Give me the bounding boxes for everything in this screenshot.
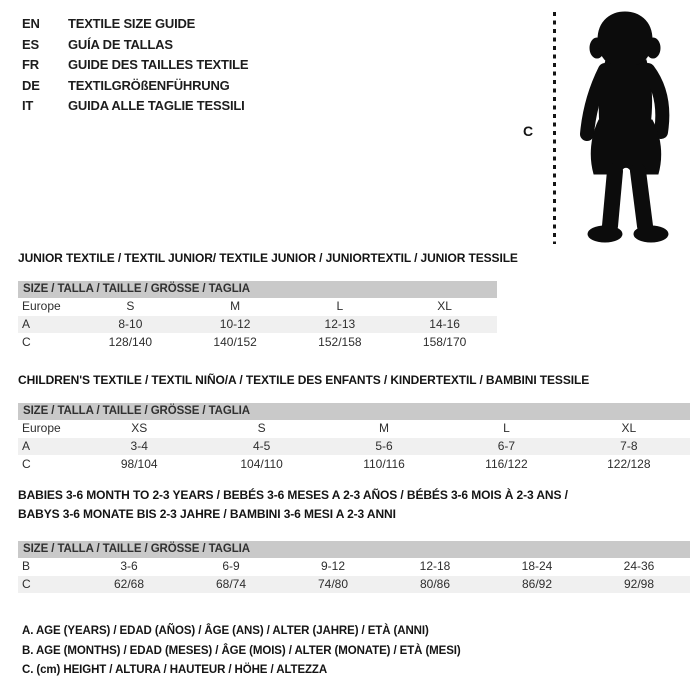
size-cell: 152/158	[318, 335, 362, 349]
size-cell: 62/68	[113, 577, 145, 591]
junior-textile-section	[18, 250, 518, 352]
size-cell: 140/152	[213, 335, 257, 349]
size-cell: 128/140	[108, 335, 153, 349]
baby-silhouette-icon	[560, 6, 694, 248]
size-cell: XS	[131, 421, 148, 435]
size-cell: 14-16	[429, 317, 460, 331]
size-header-bar: SIZE / TALLA / TAILLE / GRÖSSE / TAGLIA	[18, 541, 690, 558]
size-cell: 86/92	[521, 577, 553, 591]
table-title	[18, 250, 518, 266]
size-cell: 18-24	[521, 559, 553, 573]
language-row	[22, 14, 248, 35]
babies-textile-section	[18, 486, 690, 594]
table-title	[18, 372, 690, 388]
footnotes	[22, 622, 461, 681]
language-label: GUIDA ALLE TAGLIE TESSILI	[68, 98, 245, 114]
row-label: A	[22, 317, 31, 331]
language-label: TEXTILE SIZE GUIDE	[68, 16, 196, 31]
row-label: C	[22, 335, 31, 349]
size-cell: 80/86	[419, 577, 451, 591]
size-cell: 3-4	[130, 439, 148, 453]
table-title-line: JUNIOR TEXTILE / TEXTIL JUNIOR/ TEXTILE JUNIOR / JUNIORTEXTIL / JUNIOR TESSILE	[18, 251, 518, 265]
size-cell: L	[336, 299, 344, 313]
size-cell: 10-12	[219, 317, 251, 331]
language-code: FR	[22, 57, 39, 73]
size-cell: 9-12	[320, 559, 346, 573]
footnote-a: A. AGE (YEARS) / EDAD (AÑOS) / ÂGE (ANS) / ALTER (JAHRE) / ETÀ (ANNI)	[22, 625, 429, 637]
table-rows	[18, 558, 690, 594]
size-cell: 7-8	[620, 439, 638, 453]
size-cell: 24-36	[623, 559, 655, 573]
size-cell: 4-5	[252, 439, 271, 453]
language-code: DE	[22, 77, 40, 93]
language-label: TEXTILGRÖßENFÜHRUNG	[68, 77, 230, 93]
size-cell: 8-10	[118, 317, 143, 331]
row-label: Europe	[22, 421, 61, 435]
size-cell: 122/128	[607, 457, 651, 471]
size-table-row	[18, 576, 690, 594]
row-label: B	[22, 559, 31, 573]
size-cell: 98/104	[120, 457, 158, 471]
row-label: C	[22, 577, 31, 591]
language-row	[22, 96, 248, 117]
size-cell: 6-7	[497, 439, 516, 453]
language-row	[22, 55, 248, 76]
footnote-b: B. AGE (MONTHS) / EDAD (MESES) / ÂGE (MOIS) / ALTER (MONATE) / ETÀ (MESI)	[22, 644, 461, 657]
table-title-line: CHILDREN'S TEXTILE / TEXTIL NIÑO/A / TEXTILE DES ENFANTS / KINDERTEXTIL / BAMBINI TESSILE	[18, 373, 590, 387]
footnote-c: C. (cm) HEIGHT / ALTURA / HAUTEUR / HÖHE / ALTEZZA	[22, 664, 328, 676]
row-label: A	[22, 439, 31, 453]
size-cell: 92/98	[623, 577, 655, 591]
size-cell: 158/170	[422, 335, 467, 349]
size-cell: 68/74	[215, 577, 247, 591]
language-row	[22, 76, 248, 97]
language-row	[22, 35, 248, 56]
size-table-row	[18, 456, 690, 474]
size-table-row	[18, 334, 497, 352]
size-cell: 3-6	[120, 559, 138, 573]
table-title-line: BABIES 3-6 MONTH TO 2-3 YEARS / BEBÉS 3-6 MESES A 2-3 AÑOS / BÉBÉS 3-6 MOIS À 2-3 ANS /	[18, 488, 568, 502]
row-label: Europe	[22, 299, 61, 313]
size-table-row	[18, 438, 690, 456]
size-cell: 110/116	[363, 457, 405, 471]
row-label: C	[22, 457, 31, 471]
size-table-row	[18, 298, 497, 316]
language-code: IT	[22, 98, 34, 114]
language-list	[22, 14, 248, 117]
table-rows	[18, 298, 497, 352]
language-code: EN	[22, 16, 40, 31]
size-cell: 74/80	[317, 577, 349, 591]
size-cell: XL	[437, 299, 452, 313]
size-cell: S	[257, 421, 266, 435]
childrens-textile-section	[18, 372, 690, 474]
size-table-row	[18, 316, 497, 334]
language-label: GUÍA DE TALLAS	[68, 36, 173, 52]
height-measure-line	[553, 12, 556, 244]
size-table-row	[18, 558, 690, 576]
size-cell: M	[230, 299, 241, 313]
size-cell: M	[379, 421, 390, 435]
table-title	[18, 486, 690, 524]
table-rows	[18, 420, 690, 474]
size-cell: 5-6	[375, 439, 393, 453]
size-cell: XL	[621, 421, 637, 435]
size-cell: 104/110	[240, 457, 283, 471]
height-measure-label: C	[523, 123, 534, 139]
size-cell: L	[503, 421, 510, 435]
size-cell: S	[126, 299, 135, 313]
size-header-bar: SIZE / TALLA / TAILLE / GRÖSSE / TAGLIA	[18, 403, 690, 420]
size-cell: 6-9	[222, 559, 240, 573]
language-code: ES	[22, 36, 39, 52]
size-header-bar: SIZE / TALLA / TAILLE / GRÖSSE / TAGLIA	[18, 281, 497, 298]
language-label: GUIDE DES TAILLES TEXTILE	[68, 57, 249, 73]
table-title-line: BABYS 3-6 MONATE BIS 2-3 JAHRE / BAMBINI 3-6 MESI A 2-3 ANNI	[18, 507, 396, 521]
size-cell: 116/122	[485, 457, 528, 471]
size-cell: 12-13	[324, 317, 356, 331]
size-table-row	[18, 420, 690, 438]
size-cell: 12-18	[419, 559, 451, 573]
